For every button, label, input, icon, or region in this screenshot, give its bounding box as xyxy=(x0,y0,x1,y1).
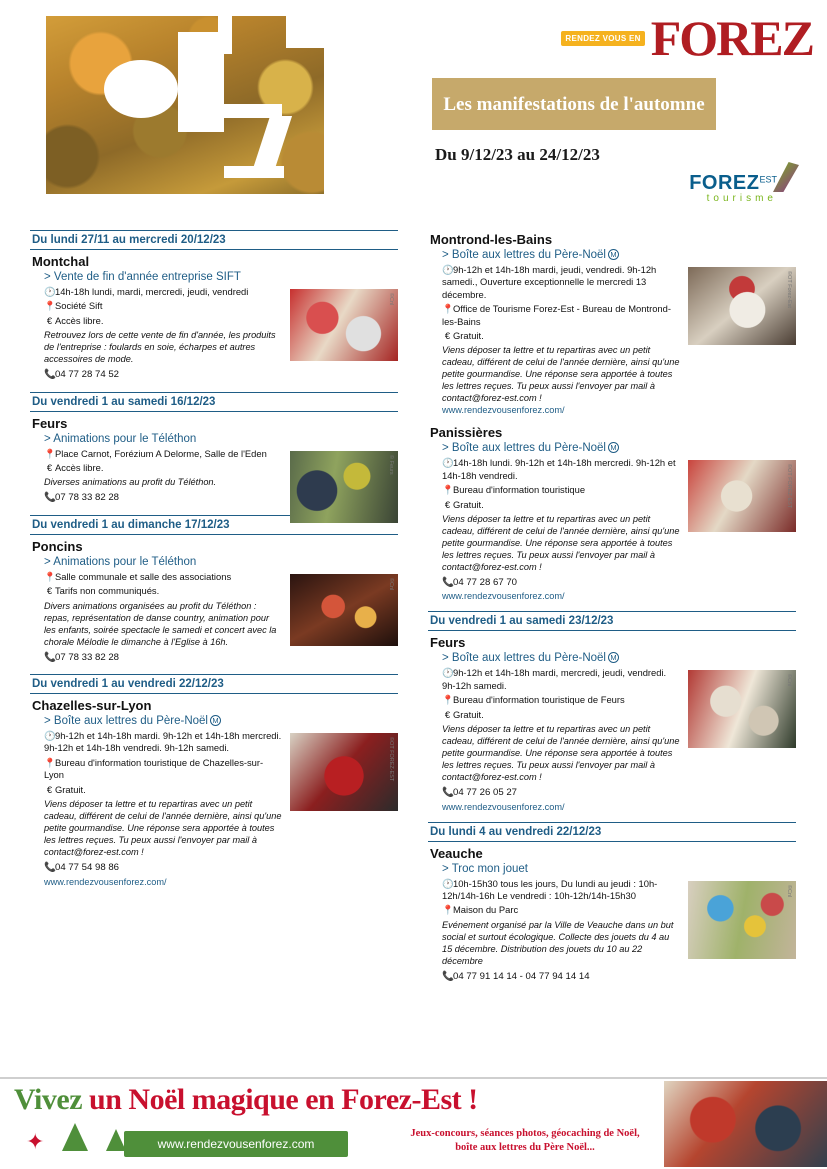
event-title[interactable] xyxy=(44,433,282,445)
event-phone: 📞07 78 33 82 28 xyxy=(44,492,120,504)
event-item xyxy=(428,442,796,601)
event-place: 📍Office de Tourisme Forez-Est - Bureau de Montrond-les-Bains xyxy=(442,303,671,327)
event-photo xyxy=(688,881,796,959)
event-website-link[interactable]: www.rendezvousenforez.com/ xyxy=(44,876,167,887)
event-title-text: > Boîte aux lettres du Père-Noël xyxy=(44,715,208,728)
city-name: Montchal xyxy=(32,254,90,269)
event-place: 📍Bureau d'information touristique de Feurs xyxy=(442,694,625,706)
event-website-link[interactable]: www.rendezvousenforez.com/ xyxy=(442,591,565,602)
website-button[interactable]: www.rendezvousenforez.com xyxy=(124,1131,348,1157)
event-description: Retrouvez lors de cette vente de fin d'année, les produits de l'entreprise : foulards en soie, écharpes et autres accessoires de mode. xyxy=(44,330,276,365)
listing-block xyxy=(428,232,796,415)
event-description: Viens déposer ta lettre et tu repartiras avec un petit cadeau, différent de celui de l'année dernière, ainsi qu'une petite gourmandise. Une réponse sera apportée à toutes les lettres reçues. Tu peux aussi l'envoyer par mail à contact@forez-est.com ! xyxy=(44,799,282,858)
event-title-text: > Boîte aux lettres du Père-Noël xyxy=(442,652,606,665)
autumn-forez-logo-image xyxy=(28,8,358,206)
event-phone: 📞04 77 28 74 52 xyxy=(44,369,120,381)
event-phone: 📞04 77 28 67 70 xyxy=(442,577,518,589)
photo-credit: ©OT Forez-Est xyxy=(786,271,792,308)
maison-badge-icon: M xyxy=(210,715,221,726)
pin-icon: 📍 xyxy=(44,756,56,768)
listing-block xyxy=(428,425,796,601)
event-description: Diverses animations au profit du Téléthon. xyxy=(44,477,217,488)
left-column xyxy=(30,230,398,897)
event-item xyxy=(428,249,796,415)
pin-icon: 📍 xyxy=(442,303,454,315)
euro-icon: € xyxy=(444,330,451,342)
star-icon: ✦ xyxy=(26,1129,45,1154)
event-description: Viens déposer ta lettre et tu repartiras avec un petit cadeau, différent de celui de l'année dernière, ainsi qu'une petite gourmandise. Une réponse sera apportée à toutes les lettres reçues. Tu peux aussi l'envoyer par mail à contact@forez-est.com ! xyxy=(442,345,680,404)
city-name: Veauche xyxy=(430,845,483,861)
footer-headline xyxy=(14,1083,478,1117)
euro-icon: € xyxy=(444,708,451,720)
event-place: 📍Maison du Parc xyxy=(442,904,519,916)
event-title[interactable] xyxy=(442,442,680,454)
footer-headline-part1: Vivez xyxy=(14,1083,83,1116)
pin-icon: 📍 xyxy=(442,484,454,496)
event-phone: 📞04 77 91 14 14 - 04 77 94 14 14 xyxy=(442,970,590,982)
photo-credit: ©Cnl xyxy=(388,577,394,591)
city-name: Chazelles-sur-Lyon xyxy=(32,698,152,714)
banner-title-text: Les manifestations de l'automne xyxy=(443,93,705,115)
city-name: Poncins xyxy=(32,538,83,554)
event-schedule: 🕐9h-12h et 14h-18h mardi. 9h-12h et 14h-18h mercredi. 9h-12h et 14h-18h vendredi. 9h-12h samedi. xyxy=(44,730,282,754)
event-schedule: 🕐14h-18h lundi, mardi, mercredi, jeudi, vendredi xyxy=(44,286,249,297)
pin-icon: 📍 xyxy=(442,904,454,916)
event-price: € Tarifs non communiqués. xyxy=(44,585,282,597)
event-title-text: > Troc mon jouet xyxy=(442,862,528,875)
city-name: Feurs xyxy=(32,415,68,431)
tree-icon xyxy=(62,1123,88,1151)
listing-block xyxy=(30,674,398,886)
phone-icon: 📞 xyxy=(44,862,56,874)
event-photo xyxy=(290,733,398,811)
clock-icon: 🕐 xyxy=(442,457,454,469)
phone-icon: 📞 xyxy=(442,787,454,799)
photo-credit: ©OT FOREZ-EST xyxy=(388,737,394,782)
euro-icon: € xyxy=(46,783,53,795)
logo-letter-shapes xyxy=(28,8,358,206)
pin-icon: 📍 xyxy=(442,694,454,706)
rendezvous-badge: RENDEZ VOUS EN xyxy=(561,31,644,46)
event-description: Viens déposer ta lettre et tu repartiras avec un petit cadeau, différent de celui de l'année dernière, ainsi qu'une petite gourmandise. Une réponse sera apportée à toutes les lettres reçues. Tu peux aussi l'envoyer par mail à contact@forez-est.com ! xyxy=(442,724,680,783)
phone-icon: 📞 xyxy=(442,577,454,589)
event-item xyxy=(428,652,796,811)
right-column xyxy=(428,230,796,993)
event-price: € Gratuit. xyxy=(442,330,680,342)
event-schedule: 🕐14h-18h lundi. 9h-12h et 14h-18h mercredi. 9h-12h et 14h-18h vendredi. xyxy=(442,457,676,481)
pin-icon: 📍 xyxy=(44,447,56,459)
event-description: Evénement organisé par la Ville de Veauche dans un but social et surtout écologique. Collecte des jouets du 4 au 15 décembre. Distribution des jouets du 10 au 22 décembre xyxy=(442,919,674,966)
event-description: Viens déposer ta lettre et tu repartiras avec un petit cadeau, différent de celui de l'année dernière, ainsi qu'une petite gourmandise. Une réponse sera apportée à toutes les lettres reçues. Tu peux aussi l'envoyer par mail à contact@forez-est.com ! xyxy=(442,514,680,573)
euro-icon: € xyxy=(46,314,53,326)
clock-icon: 🕐 xyxy=(442,877,454,889)
event-phone: 📞04 77 54 98 86 xyxy=(44,862,120,874)
date-heading: Du lundi 27/11 au mercredi 20/12/23 xyxy=(30,230,398,250)
photo-credit: ©OT FOREZ-EST xyxy=(786,464,792,509)
maison-badge-icon: M xyxy=(608,249,619,260)
photo-credit: ©Cnl xyxy=(786,674,792,687)
forez-est-logo-sub: tourisme xyxy=(706,193,777,204)
event-photo xyxy=(290,574,398,646)
maison-badge-icon: M xyxy=(608,442,619,453)
listing-block xyxy=(30,392,398,505)
poster-footer xyxy=(0,1077,827,1169)
event-place: 📍Place Carnot, Forézium A Delorme, Salle de l'Eden xyxy=(44,447,267,459)
pin-icon: 📍 xyxy=(44,300,56,312)
forez-est-tourisme-logo xyxy=(689,172,777,204)
header-date-range: Du 9/12/23 au 24/12/23 xyxy=(435,145,600,164)
event-title[interactable] xyxy=(44,556,282,568)
event-schedule: 🕐9h-12h et 14h-18h mardi, mercredi, jeudi, vendredi. 9h-12h samedi. xyxy=(442,667,667,691)
pin-icon: 📍 xyxy=(44,570,56,582)
forez-est-logo-est: EST xyxy=(759,174,777,185)
event-price: € Gratuit. xyxy=(442,709,680,721)
event-item xyxy=(30,271,398,382)
maison-badge-icon: M xyxy=(608,652,619,663)
event-place: 📍Bureau d'information touristique xyxy=(442,484,586,496)
event-title[interactable] xyxy=(44,271,282,283)
event-price: € Accès libre. xyxy=(44,315,282,327)
event-item xyxy=(30,433,398,505)
listing-block xyxy=(428,822,796,984)
event-title[interactable] xyxy=(442,652,680,664)
clock-icon: 🕐 xyxy=(44,286,56,297)
city-name: Feurs xyxy=(430,635,466,651)
tree-icon xyxy=(106,1129,126,1151)
city-name: Montrond-les-Bains xyxy=(430,232,553,247)
event-schedule: 🕐10h-15h30 tous les jours, Du lundi au jeudi : 10h-12h/14h-16h Le vendredi : 10h-12h/14h-15h30 xyxy=(442,877,658,901)
listing-block xyxy=(30,515,398,664)
event-item xyxy=(30,556,398,664)
event-place: 📍Bureau d'information touristique de Chazelles-sur-Lyon xyxy=(44,756,264,781)
date-heading: Du vendredi 1 au dimanche 17/12/23 xyxy=(30,515,398,535)
event-place: 📍Société Sift xyxy=(44,300,103,312)
event-price: € Accès libre. xyxy=(44,462,282,474)
footer-photo xyxy=(664,1081,827,1167)
event-photo xyxy=(688,670,796,748)
clock-icon: 🕐 xyxy=(44,730,56,742)
forez-est-logo-main: FOREZ xyxy=(689,172,760,194)
event-title-text: > Boîte aux lettres du Père-Noël xyxy=(442,249,606,261)
footer-note xyxy=(360,1127,690,1155)
phone-icon: 📞 xyxy=(442,970,454,982)
poster-header xyxy=(0,0,827,228)
euro-icon: € xyxy=(444,498,451,510)
event-photo xyxy=(688,267,796,345)
event-title[interactable] xyxy=(44,715,282,727)
date-heading: Du vendredi 1 au samedi 16/12/23 xyxy=(30,392,398,412)
event-title-text: > Animations pour le Téléthon xyxy=(44,432,197,445)
date-heading: Du vendredi 1 au samedi 23/12/23 xyxy=(428,611,796,631)
photo-credit: ©Cnl xyxy=(786,884,792,897)
phone-icon: 📞 xyxy=(44,651,56,663)
euro-icon: € xyxy=(46,462,53,474)
listing-block xyxy=(428,611,796,811)
banner-title xyxy=(432,78,716,130)
listing-block xyxy=(30,230,398,382)
event-title-text: > Boîte aux lettres du Père-Noël xyxy=(442,442,606,455)
event-photo xyxy=(688,460,796,532)
event-photo xyxy=(290,289,398,361)
event-title-text: > Animations pour le Téléthon xyxy=(44,555,197,568)
event-place: 📍Salle communale et salle des associations xyxy=(44,570,232,582)
footer-divider xyxy=(0,1077,827,1079)
date-heading: Du vendredi 1 au vendredi 22/12/23 xyxy=(30,674,398,694)
footer-note-line1: Jeux-concours, séances photos, géocaching de Noël, xyxy=(410,1128,640,1139)
event-website-link[interactable]: www.rendezvousenforez.com/ xyxy=(442,801,565,812)
footer-note-line2: boîte aux lettres du Père Noël... xyxy=(455,1142,595,1153)
event-title[interactable] xyxy=(442,863,680,875)
photo-credit: © Feurs xyxy=(388,454,394,475)
phone-icon: 📞 xyxy=(44,369,56,381)
event-phone: 📞04 77 26 05 27 xyxy=(442,787,518,799)
event-price: € Gratuit. xyxy=(44,784,282,796)
city-name: Panissières xyxy=(430,425,503,441)
footer-headline-part2: un Noël magique en Forez-Est ! xyxy=(82,1083,478,1116)
date-heading: Du lundi 4 au vendredi 22/12/23 xyxy=(428,822,796,842)
event-item xyxy=(428,863,796,984)
photo-credit: ©Cnl xyxy=(388,293,394,306)
clock-icon: 🕐 xyxy=(442,667,454,679)
event-title[interactable] xyxy=(442,249,680,261)
event-website-link[interactable]: www.rendezvousenforez.com/ xyxy=(442,405,565,416)
event-photo xyxy=(290,451,398,523)
clock-icon: 🕐 xyxy=(442,264,454,275)
event-item xyxy=(30,715,398,886)
event-schedule: 🕐9h-12h et 14h-18h mardi, jeudi, vendredi. 9h-12h samedi., Ouverture exceptionnelle le mercredi 13 décembre. xyxy=(442,264,657,300)
event-phone: 📞07 78 33 82 28 xyxy=(44,651,120,663)
rendezvous-forez-brand xyxy=(561,10,813,66)
forez-wordmark: FOREZ xyxy=(650,10,813,66)
phone-icon: 📞 xyxy=(44,492,56,504)
event-price: € Gratuit. xyxy=(442,499,680,511)
event-title-text: > Vente de fin d'année entreprise SIFT xyxy=(44,271,241,283)
event-description: Divers animations organisées au profit du Téléthon : repas, représentation de danse country, animation pour les enfants, soirée spectacle le samedi et concert avec la chorale Mélodie le dimanche à l'Eglise à 16h. xyxy=(44,600,277,647)
euro-icon: € xyxy=(46,585,53,597)
